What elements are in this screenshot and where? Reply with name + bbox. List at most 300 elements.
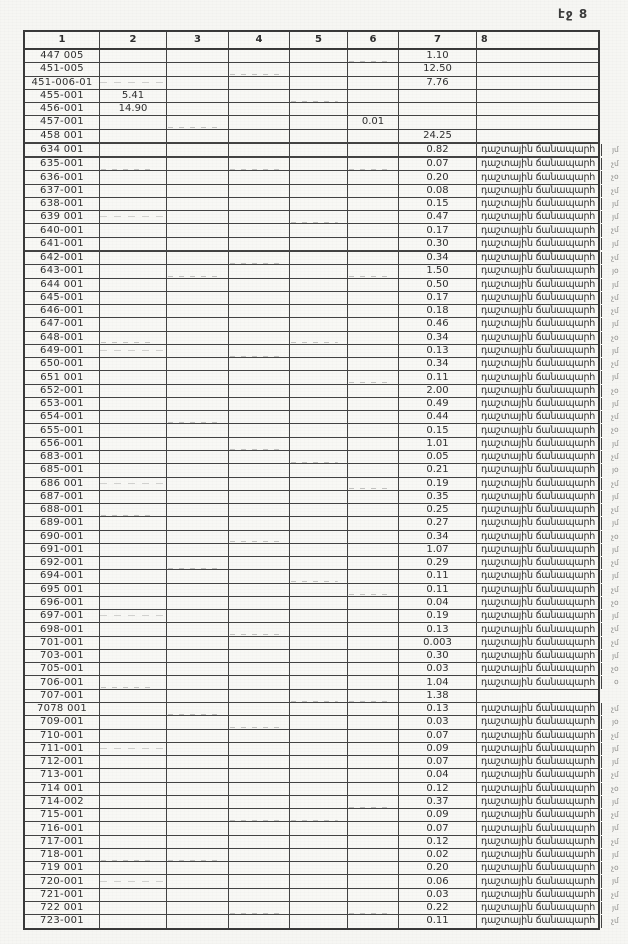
empty-cell: [167, 610, 229, 622]
area-value: 0.07: [399, 158, 477, 170]
empty-cell: [290, 716, 348, 728]
land-use-label: դաշտային ճանապարհ: [477, 716, 602, 728]
empty-cell: [290, 345, 348, 357]
empty-cell: [100, 610, 167, 622]
column-header-3: 3: [167, 32, 229, 48]
parcel-code: 650-001: [25, 358, 100, 370]
empty-cell: [167, 211, 229, 223]
empty-cell: [167, 836, 229, 848]
table-row: [25, 143, 620, 158]
empty-cell: [348, 63, 399, 75]
table-row: [25, 103, 598, 116]
land-use-label: դաշտային ճանապարհ: [477, 531, 602, 543]
empty-cell: [167, 703, 229, 715]
parcel-code: 652-001: [25, 385, 100, 397]
table-row: [25, 318, 620, 331]
area-value: 24.25: [399, 130, 477, 142]
empty-cell: [100, 889, 167, 901]
empty-cell: [167, 889, 229, 901]
parcel-code: 447 005: [25, 50, 100, 62]
empty-cell: [100, 77, 167, 89]
handwritten-margin-mark: չմ: [611, 504, 620, 515]
handwritten-margin-mark: չօ: [611, 597, 620, 608]
empty-cell: [290, 584, 348, 596]
empty-cell: [290, 292, 348, 304]
table-row: [25, 171, 620, 184]
empty-cell: [167, 690, 229, 702]
empty-cell: [229, 544, 290, 556]
empty-cell: [167, 130, 229, 142]
parcel-code: 640-001: [25, 224, 100, 236]
empty-cell: [167, 77, 229, 89]
land-use-label: դաշտային ճանապարհ: [477, 783, 602, 795]
empty-cell: [100, 544, 167, 556]
table-row: [25, 464, 620, 477]
empty-cell: [100, 451, 167, 463]
area-value: 0.47: [399, 211, 477, 223]
empty-cell: [348, 570, 399, 582]
area-value: 0.17: [399, 224, 477, 236]
area-value: 0.15: [399, 424, 477, 436]
column-header-6: 6: [348, 32, 399, 48]
empty-cell: [229, 557, 290, 569]
empty-cell: [100, 783, 167, 795]
empty-cell: [229, 451, 290, 463]
empty-cell: [229, 63, 290, 75]
empty-cell: [399, 116, 477, 128]
empty-cell: [348, 478, 399, 490]
area-value: 0.12: [399, 783, 477, 795]
empty-cell: [348, 385, 399, 397]
empty-cell: [348, 610, 399, 622]
area-value: 0.27: [399, 517, 477, 529]
empty-cell: [100, 211, 167, 223]
parcel-code: 634 001: [25, 144, 100, 156]
table-row: [25, 278, 620, 292]
area-value: 0.05: [399, 451, 477, 463]
empty-cell: [167, 265, 229, 277]
handwritten-margin-mark: չօ: [611, 664, 620, 674]
empty-cell: [100, 690, 167, 702]
empty-cell: [290, 756, 348, 768]
parcel-code: 642-001: [25, 252, 100, 264]
empty-cell: [100, 491, 167, 503]
handwritten-margin-mark: յմ: [612, 398, 620, 409]
empty-cell: [348, 198, 399, 210]
handwritten-margin-mark: յմ: [612, 849, 620, 860]
area-value: 0.13: [399, 623, 477, 635]
land-use-label: դաշտային ճանապարհ: [477, 544, 602, 556]
empty-cell: [167, 716, 229, 728]
empty-cell: [229, 224, 290, 236]
table-row: [25, 716, 620, 729]
empty-cell: [167, 438, 229, 450]
table-row: [25, 835, 620, 849]
empty-cell: [167, 875, 229, 887]
empty-cell: [290, 730, 348, 742]
table-row: [25, 424, 620, 437]
handwritten-margin-mark: չմ: [611, 478, 620, 488]
empty-cell: [100, 385, 167, 397]
empty-cell: [229, 144, 290, 156]
land-use-label: դաշտային ճանապարհ: [477, 318, 602, 330]
empty-cell: [290, 77, 348, 89]
area-value: 0.13: [399, 703, 477, 715]
empty-cell: [348, 398, 399, 410]
parcel-code: 651 001: [25, 371, 100, 383]
empty-cell: [229, 50, 290, 62]
empty-cell: [229, 371, 290, 383]
empty-cell: [100, 531, 167, 543]
land-use-label: դաշտային ճանապարհ: [477, 478, 602, 490]
empty-cell: [229, 385, 290, 397]
land-use-label: դաշտային ճանապարհ: [477, 171, 602, 183]
empty-cell: [290, 265, 348, 277]
land-use-label: դաշտային ճանապարհ: [477, 637, 602, 649]
parcel-code: 711-001: [25, 743, 100, 755]
empty-cell: [348, 491, 399, 503]
empty-cell: [229, 902, 290, 914]
empty-cell: [290, 902, 348, 914]
parcel-code: 709-001: [25, 716, 100, 728]
parcel-code: 692-001: [25, 557, 100, 569]
empty-cell: [229, 90, 290, 102]
land-use-label: դաշտային ճանապարհ: [477, 597, 602, 609]
empty-cell: [290, 769, 348, 781]
empty-cell: [167, 185, 229, 197]
empty-cell: [229, 130, 290, 142]
land-use-label: դաշտային ճանապարհ: [477, 743, 602, 755]
empty-cell: [229, 690, 290, 702]
empty-cell: [290, 610, 348, 622]
area-value: 0.34: [399, 332, 477, 344]
land-use-label: դաշտային ճանապարհ: [477, 809, 602, 821]
empty-cell: [290, 570, 348, 582]
empty-cell: [348, 796, 399, 808]
empty-cell: [348, 358, 399, 370]
empty-cell: [167, 238, 229, 250]
empty-cell: [100, 345, 167, 357]
area-value: 0.30: [399, 238, 477, 250]
empty-cell: [100, 650, 167, 662]
empty-cell: [100, 769, 167, 781]
empty-cell: [229, 637, 290, 649]
table-row: [25, 184, 620, 198]
empty-cell: [348, 279, 399, 291]
empty-cell: [348, 730, 399, 742]
empty-cell: [348, 756, 399, 768]
parcel-code: 646-001: [25, 305, 100, 317]
empty-cell: [348, 451, 399, 463]
empty-cell: [167, 358, 229, 370]
empty-cell: [348, 305, 399, 317]
area-value: 0.18: [399, 305, 477, 317]
parcel-code: 707-001: [25, 690, 100, 702]
empty-cell: [348, 504, 399, 516]
parcel-code: 649-001: [25, 345, 100, 357]
empty-cell: [167, 623, 229, 635]
table-row: [25, 265, 620, 278]
table-row: [25, 477, 620, 491]
empty-cell: [100, 464, 167, 476]
parcel-code: 690-001: [25, 531, 100, 543]
empty-cell: [290, 451, 348, 463]
empty-cell: [290, 252, 348, 264]
empty-cell: [290, 50, 348, 62]
area-value: 0.11: [399, 570, 477, 582]
empty-cell: [100, 318, 167, 330]
empty-cell: [167, 822, 229, 834]
empty-cell: [348, 158, 399, 170]
empty-cell: [100, 637, 167, 649]
area-value: 0.09: [399, 809, 477, 821]
empty-cell: [290, 915, 348, 927]
land-use-label: դաշտային ճանապարհ: [477, 584, 602, 596]
empty-cell: [348, 703, 399, 715]
area-value: 0.04: [399, 769, 477, 781]
handwritten-margin-mark: յմ: [612, 876, 620, 886]
handwritten-margin-mark: յմ: [612, 544, 620, 554]
handwritten-margin-mark: չօ: [611, 332, 620, 342]
empty-cell: [100, 716, 167, 728]
empty-cell: [100, 504, 167, 516]
empty-cell: [167, 730, 229, 742]
empty-cell: [100, 424, 167, 436]
empty-cell: [100, 50, 167, 62]
empty-cell: [290, 623, 348, 635]
empty-cell: [229, 198, 290, 210]
parcel-code: 7078 001: [25, 703, 100, 715]
empty-cell: [167, 597, 229, 609]
table-row: [25, 729, 620, 743]
empty-cell: [229, 438, 290, 450]
empty-cell: [290, 358, 348, 370]
empty-cell: [290, 690, 348, 702]
handwritten-margin-mark: յմ: [612, 198, 620, 209]
handwritten-margin-mark: յմ: [612, 491, 620, 501]
table-row: [25, 809, 620, 822]
empty-cell: [229, 478, 290, 490]
empty-cell: [290, 103, 348, 115]
handwritten-margin-mark: յմ: [612, 319, 620, 329]
handwritten-margin-mark: յմ: [612, 902, 620, 913]
empty-cell: [100, 185, 167, 197]
empty-cell: [100, 279, 167, 291]
table-row: [25, 676, 620, 689]
table-row: [25, 291, 620, 305]
empty-cell: [229, 464, 290, 476]
parcel-code: 705-001: [25, 663, 100, 675]
land-use-label: դաշտային ճանապարհ: [477, 292, 602, 304]
area-value: 0.09: [399, 743, 477, 755]
handwritten-margin-mark: չմ: [611, 305, 620, 316]
empty-cell: [290, 305, 348, 317]
table-row: [25, 344, 620, 358]
empty-cell: [167, 198, 229, 210]
empty-cell: [348, 103, 399, 115]
parcel-code: 714 001: [25, 783, 100, 795]
area-value: 0.25: [399, 504, 477, 516]
table-row: [25, 557, 620, 570]
empty-cell: [229, 185, 290, 197]
handwritten-margin-mark: չմ: [611, 810, 620, 820]
table-row: [25, 116, 598, 129]
land-use-label: դաշտային ճանապարհ: [477, 385, 602, 397]
empty-cell: [167, 171, 229, 183]
handwritten-margin-mark: յօ: [612, 465, 620, 475]
empty-cell: [100, 584, 167, 596]
area-value: 12.50: [399, 63, 477, 75]
empty-cell: [229, 398, 290, 410]
table-row: [25, 251, 620, 265]
handwritten-margin-mark: յմ: [612, 743, 620, 753]
empty-cell: [229, 822, 290, 834]
empty-cell: [290, 398, 348, 410]
empty-cell: [167, 478, 229, 490]
empty-cell: [100, 676, 167, 688]
empty-cell: [100, 116, 167, 128]
handwritten-margin-mark: չմ: [611, 451, 620, 462]
empty-cell: [100, 63, 167, 75]
handwritten-margin-mark: չմ: [611, 158, 620, 169]
empty-cell: [100, 438, 167, 450]
empty-cell: [229, 836, 290, 848]
area-value: 0.82: [399, 144, 477, 156]
empty-cell: [290, 637, 348, 649]
parcel-code: 638-001: [25, 198, 100, 210]
empty-cell: [290, 332, 348, 344]
empty-cell: [348, 224, 399, 236]
area-value: 0.03: [399, 663, 477, 675]
parcel-code: 645-001: [25, 292, 100, 304]
empty-cell: [100, 836, 167, 848]
handwritten-margin-mark: չմ: [611, 916, 620, 926]
empty-cell: [290, 703, 348, 715]
handwritten-margin-mark: յմ: [612, 611, 620, 621]
area-value: 0.03: [399, 716, 477, 728]
parcel-code: 713-001: [25, 769, 100, 781]
empty-cell: [167, 292, 229, 304]
table-row: [25, 742, 620, 756]
land-use-label: դաշտային ճանապարհ: [477, 902, 602, 914]
empty-cell: [290, 504, 348, 516]
area-value: 0.49: [399, 398, 477, 410]
empty-cell: [229, 517, 290, 529]
empty-cell: [290, 224, 348, 236]
empty-cell: [100, 730, 167, 742]
empty-cell: [100, 478, 167, 490]
empty-cell: [167, 756, 229, 768]
empty-cell: [167, 451, 229, 463]
area-value: 0.20: [399, 171, 477, 183]
empty-cell: [229, 875, 290, 887]
area-value: 0.13: [399, 345, 477, 357]
empty-cell: [229, 279, 290, 291]
area-value: 0.02: [399, 849, 477, 861]
empty-cell: [290, 130, 348, 142]
land-use-label: դաշտային ճանապարհ: [477, 371, 602, 383]
table-row: [25, 384, 620, 398]
empty-cell: [290, 597, 348, 609]
empty-cell: [348, 90, 399, 102]
parcel-code: 706-001: [25, 676, 100, 688]
empty-cell: [100, 238, 167, 250]
empty-cell: [290, 424, 348, 436]
table-row: [25, 437, 620, 451]
area-value: 1.01: [399, 438, 477, 450]
empty-cell: [348, 769, 399, 781]
area-value: 0.44: [399, 411, 477, 423]
area-value: 0.34: [399, 531, 477, 543]
empty-cell: [348, 424, 399, 436]
table-row: [25, 796, 620, 809]
area-value: 1.10: [399, 50, 477, 62]
table-row: [25, 650, 620, 663]
land-use-label: դաշտային ճանապարհ: [477, 730, 602, 742]
empty-cell: [229, 730, 290, 742]
land-use-label: դաշտային ճանապարհ: [477, 252, 602, 264]
empty-cell: [229, 663, 290, 675]
handwritten-margin-mark: յմ: [612, 650, 620, 661]
empty-cell: [348, 292, 399, 304]
land-use-label: դաշտային ճանապարհ: [477, 796, 602, 808]
table-row: [25, 198, 620, 211]
parcel-code: 451-006-01: [25, 77, 100, 89]
empty-cell: [229, 318, 290, 330]
empty-cell: [100, 305, 167, 317]
column-header-7: 7: [399, 32, 477, 48]
parcel-code: 698-001: [25, 623, 100, 635]
empty-cell: [167, 531, 229, 543]
empty-cell: [100, 623, 167, 635]
land-use-label: դաշտային ճանապարհ: [477, 610, 602, 622]
empty-cell: [167, 637, 229, 649]
empty-cell: [477, 116, 602, 128]
empty-cell: [348, 690, 399, 702]
handwritten-margin-mark: չմ: [611, 637, 620, 647]
empty-cell: [100, 224, 167, 236]
land-use-label: դաշտային ճանապարհ: [477, 279, 602, 291]
area-value: 0.11: [399, 371, 477, 383]
empty-cell: [229, 332, 290, 344]
column-header-2: 2: [100, 32, 167, 48]
handwritten-margin-mark: չմ: [611, 557, 620, 568]
handwritten-margin-mark: չմ: [611, 292, 620, 302]
table-row: [25, 583, 620, 597]
empty-cell: [348, 371, 399, 383]
land-use-label: դաշտային ճանապարհ: [477, 158, 602, 170]
empty-cell: [290, 158, 348, 170]
parcel-code: 639 001: [25, 211, 100, 223]
parcel-code: 451-005: [25, 63, 100, 75]
parcel-code: 457-001: [25, 116, 100, 128]
land-use-label: դաշտային ճանապարհ: [477, 756, 602, 768]
empty-cell: [348, 144, 399, 156]
empty-cell: [100, 198, 167, 210]
handwritten-margin-mark: չմ: [611, 770, 620, 780]
empty-cell: [348, 211, 399, 223]
table-row: [25, 237, 620, 251]
handwritten-margin-mark: չօ: [611, 531, 620, 541]
empty-cell: [348, 464, 399, 476]
empty-cell: [348, 185, 399, 197]
handwritten-margin-mark: յմ: [612, 144, 620, 154]
area-value: 0.07: [399, 756, 477, 768]
area-value: 0.06: [399, 875, 477, 887]
empty-cell: [348, 332, 399, 344]
table-row: [25, 703, 620, 716]
empty-cell: [167, 570, 229, 582]
